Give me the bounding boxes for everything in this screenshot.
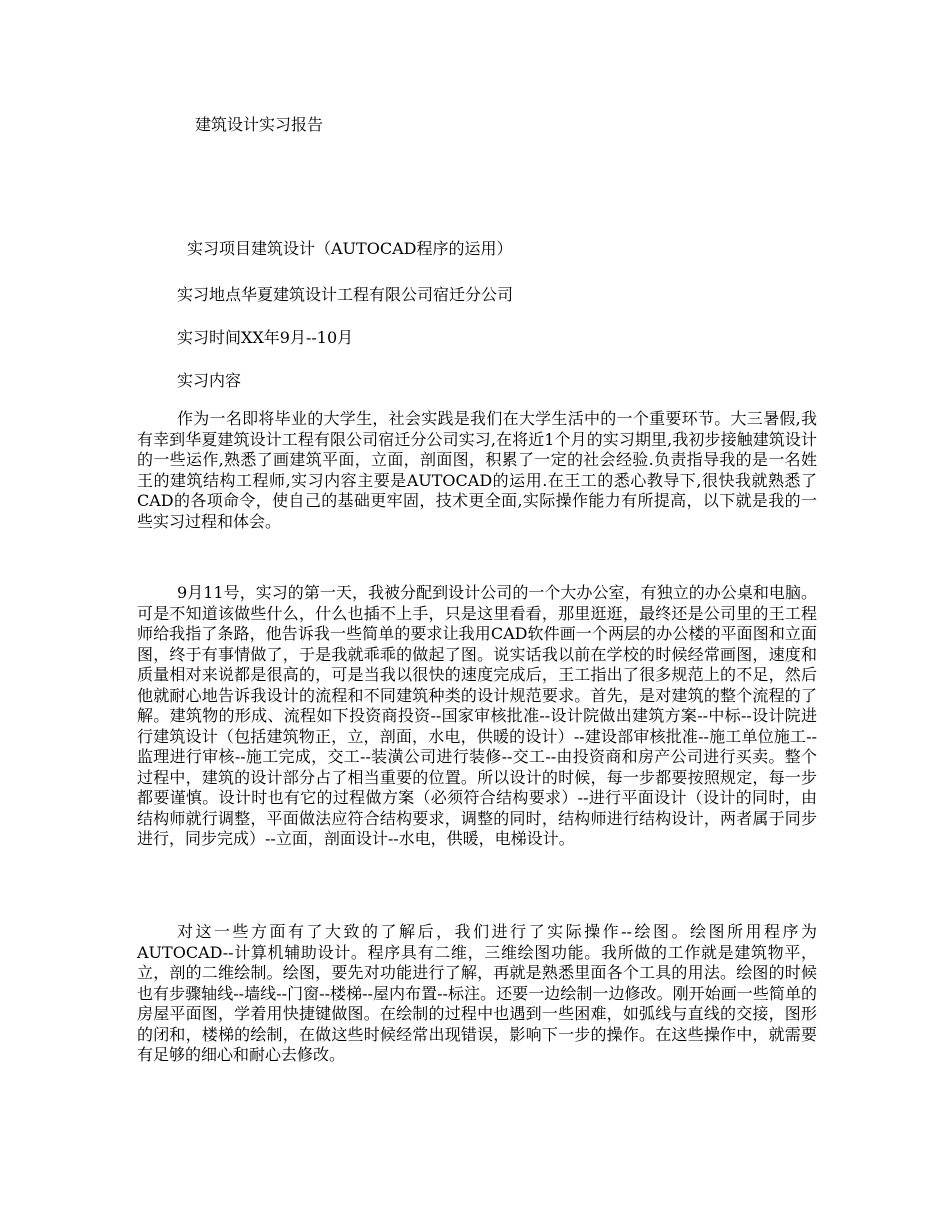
paragraph-2: 9月11号，实习的第一天，我被分配到设计公司的一个大办公室，有独立的办公桌和电脑。可是不知道该做些什么，什么也插不上手，只是这里看看，那里逛逛，最终还是公司里的王工程师给我指了条路，他告诉我一些简单的要求让我用CAD软件画一个两层的办公楼的平面图和立面图，终于有事情做了，于是我就乖乖的做起了图。说实话我以前在学校的时候经常画图，速度和质量相对来说都是很高的，可是当我以很快的速度完成后，王工指出了很多规范上的不足，然后他就耐心地告诉我设计的流程和不同建筑种类的设计规范要求。首先，是对建筑的整个流程的了解。建筑物的形成、流程如下投资商投资--国家审核批准--设计院做出建筑方案--中标--设计院进行建筑设计（包括建筑物正，立，剖面，水电，供暖的设计）--建设部审核批准--施工单位施工--监理进行审核--施工完成，交工--装潢公司进行装修--交工--由投资商和房产公司进行买卖。整个过程中，建筑的设计部分占了相当重要的位置。所以设计的时候，每一步都要按照规定，每一步都要谨慎。设计时也有它的过程做方案（必须符合结构要求）--进行平面设计（设计的同时，由结构师就行调整，平面做法应符合结构要求，调整的同时，结构师进行结构设计，两者属于同步进行，同步完成）--立面，剖面设计--水电，供暖，电梯设计。	[137, 583, 817, 848]
content-heading: 实习内容	[177, 371, 242, 390]
paragraph-1: 作为一名即将毕业的大学生，社会实践是我们在大学生活中的一个重要环节。大三暑假,我有幸到华夏建筑设计工程有限公司宿迁分公司实习,在将近1个月的实习期里,我初步接触建筑设计的一些运作,熟悉了画建筑平面，立面，剖面图，积累了一定的社会经验.负责指导我的是一名姓王的建筑结构工程师,实习内容主要是AUTOCAD的运用.在王工的悉心教导下,很快我就熟悉了CAD的各项命令，使自己的基础更牢固，技术更全面,实际操作能力有所提高，以下就是我的一些实习过程和体会。	[137, 409, 817, 531]
report-title: 建筑设计实习报告	[195, 115, 324, 134]
project-line: 实习项目建筑设计（AUTOCAD程序的运用）	[187, 239, 513, 258]
location-line: 实习地点华夏建筑设计工程有限公司宿迁分公司	[177, 285, 514, 304]
paragraph-3: 对这一些方面有了大致的了解后，我们进行了实际操作--绘图。绘图所用程序为AUTOCAD--计算机辅助设计。程序具有二维，三维绘图功能。我所做的工作就是建筑物平，立，剖的二维绘制。绘图，要先对功能进行了解，再就是熟悉里面各个工具的用法。绘图的时候也有步骤轴线--墙线--门窗--楼梯--屋内布置--标注。还要一边绘制一边修改。刚开始画一些简单的房屋平面图，学着用快捷键做图。在绘制的过程中也遇到一些困难，如弧线与直线的交接，图形的闭和，楼梯的绘制，在做这些时候经常出现错误，影响下一步的操作。在这些操作中，就需要有足够的细心和耐心去修改。	[137, 922, 817, 1064]
time-line: 实习时间XX年9月--10月	[177, 328, 354, 347]
